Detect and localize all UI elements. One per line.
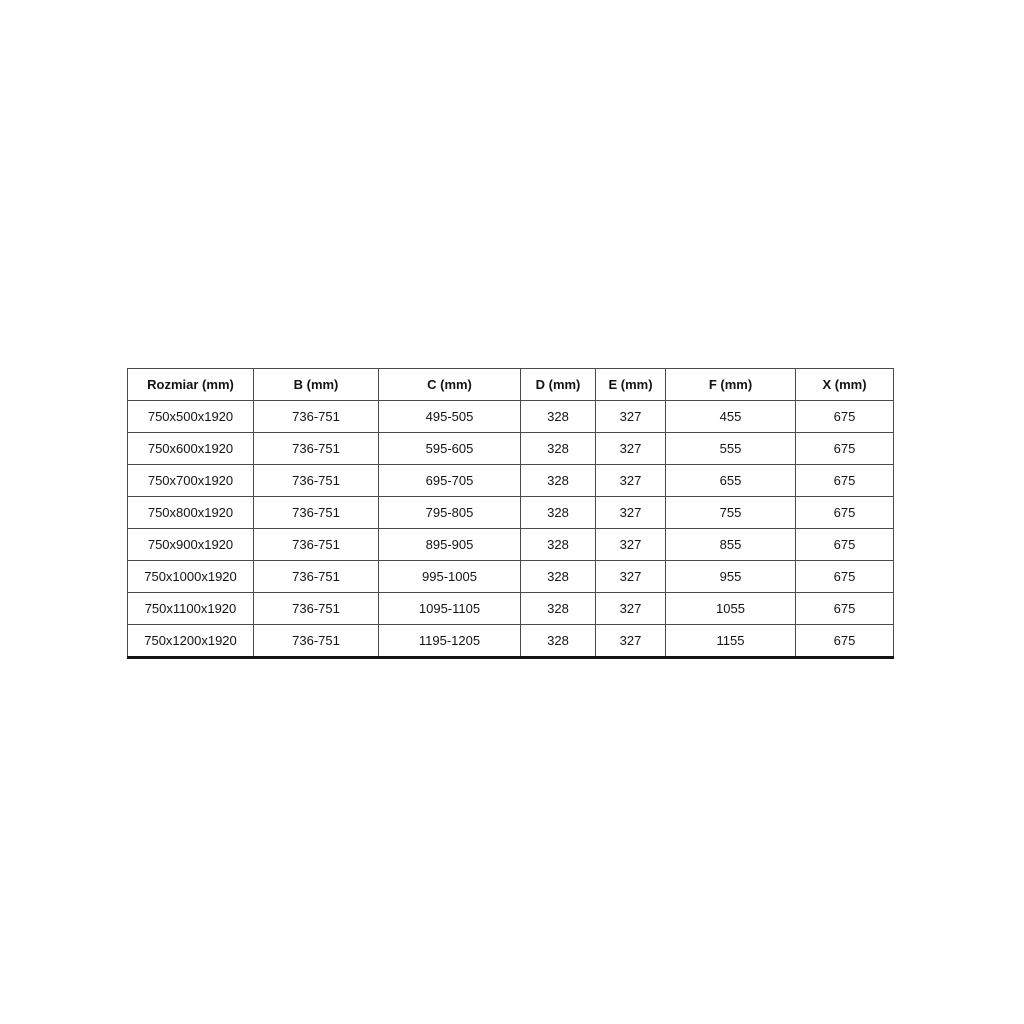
table-row [128,433,894,465]
table-row [128,625,894,658]
table-cell: 736-751 [254,625,379,658]
table-cell: 328 [521,593,596,625]
table-row [128,465,894,497]
table-cell: 675 [796,593,894,625]
col-header-b: B (mm) [254,369,379,401]
table-cell: 750x600x1920 [128,433,254,465]
table-cell: 755 [666,497,796,529]
table-row [128,497,894,529]
table-cell: 1195-1205 [379,625,521,658]
table-cell: 328 [521,465,596,497]
table-cell: 328 [521,433,596,465]
table-cell: 328 [521,529,596,561]
table-cell: 327 [596,625,666,658]
table-cell: 328 [521,625,596,658]
table-cell: 1155 [666,625,796,658]
table-cell: 750x900x1920 [128,529,254,561]
table-cell: 675 [796,401,894,433]
table-cell: 675 [796,433,894,465]
table-cell: 1095-1105 [379,593,521,625]
table-cell: 750x800x1920 [128,497,254,529]
table-cell: 675 [796,529,894,561]
col-header-rozmiar: Rozmiar (mm) [128,369,254,401]
table-cell: 736-751 [254,529,379,561]
table-cell: 895-905 [379,529,521,561]
table-cell: 750x500x1920 [128,401,254,433]
dimensions-table [127,368,894,659]
table-cell: 328 [521,497,596,529]
dimensions-table-container [127,368,894,659]
table-cell: 327 [596,593,666,625]
table-cell: 1055 [666,593,796,625]
col-header-d: D (mm) [521,369,596,401]
table-cell: 495-505 [379,401,521,433]
table-row [128,561,894,593]
col-header-e: E (mm) [596,369,666,401]
table-cell: 955 [666,561,796,593]
table-cell: 555 [666,433,796,465]
table-cell: 327 [596,529,666,561]
table-cell: 327 [596,433,666,465]
table-cell: 328 [521,401,596,433]
table-row [128,401,894,433]
table-cell: 327 [596,465,666,497]
table-cell: 736-751 [254,401,379,433]
table-cell: 736-751 [254,465,379,497]
table-cell: 855 [666,529,796,561]
table-cell: 327 [596,401,666,433]
table-cell: 675 [796,465,894,497]
table-cell: 995-1005 [379,561,521,593]
table-cell: 695-705 [379,465,521,497]
table-cell: 675 [796,497,894,529]
table-cell: 736-751 [254,433,379,465]
header-row [128,369,894,401]
table-cell: 795-805 [379,497,521,529]
table-cell: 655 [666,465,796,497]
table-cell: 750x1200x1920 [128,625,254,658]
table-cell: 327 [596,497,666,529]
table-cell: 675 [796,561,894,593]
col-header-x: X (mm) [796,369,894,401]
col-header-c: C (mm) [379,369,521,401]
table-cell: 736-751 [254,561,379,593]
table-cell: 455 [666,401,796,433]
table-cell: 736-751 [254,593,379,625]
table-cell: 327 [596,561,666,593]
table-cell: 675 [796,625,894,658]
table-cell: 750x1000x1920 [128,561,254,593]
table-cell: 328 [521,561,596,593]
table-cell: 736-751 [254,497,379,529]
table-cell: 595-605 [379,433,521,465]
col-header-f: F (mm) [666,369,796,401]
table-cell: 750x700x1920 [128,465,254,497]
table-row [128,529,894,561]
table-row [128,593,894,625]
table-cell: 750x1100x1920 [128,593,254,625]
